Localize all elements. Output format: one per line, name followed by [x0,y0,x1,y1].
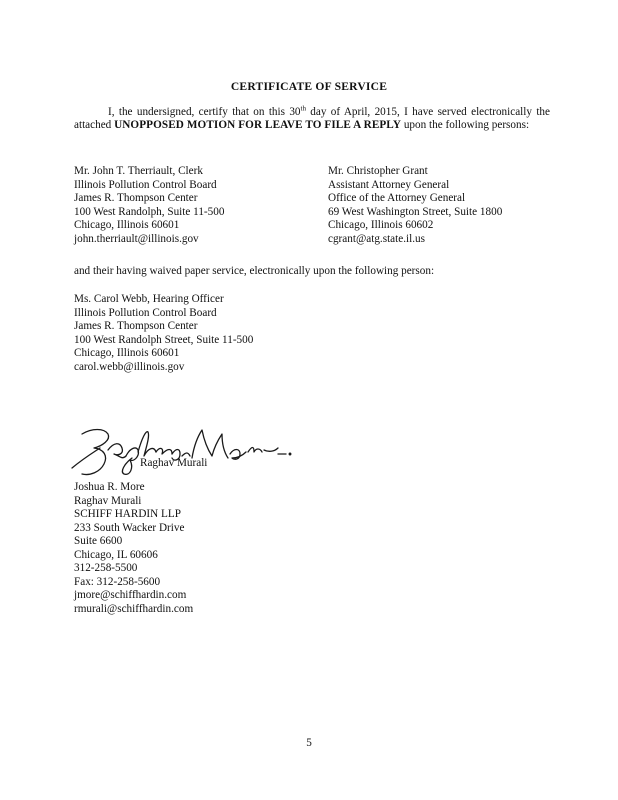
address-line: Illinois Pollution Control Board [74,306,217,319]
recipient-attorney-block [328,165,502,246]
page-number: 5 [306,737,312,749]
address-line: Chicago, Illinois 60601 [74,219,180,231]
intro-superscript: th [300,104,306,113]
address-line: Illinois Pollution Control Board [74,178,217,191]
address-line: 233 South Wacker Drive [74,521,185,534]
fax-line: Fax: 312-258-5600 [74,575,161,588]
address-line: Office of the Attorney General [328,192,466,204]
intro-text-3: upon the following persons: [401,119,530,132]
paper-service-statement: and their having waived paper service, electronically upon the following person: [74,265,435,277]
email-line: jmore@schiffhardin.com [74,589,187,601]
address-line: Chicago, IL 60606 [74,548,158,561]
address-line: Mr. John T. Therriault, Clerk [74,165,203,177]
hearing-officer-block [74,293,253,374]
motion-title: UNOPPOSED MOTION FOR LEAVE TO FILE A REPLY [114,119,402,132]
address-line: Ms. Carol Webb, Hearing Officer [74,293,224,305]
recipient-clerk-block [74,165,224,246]
address-line: Suite 6600 [74,535,123,547]
email-line: cgrant@atg.state.il.us [328,232,425,245]
address-line: Chicago, Illinois 60601 [74,347,180,359]
address-line: James R. Thompson Center [74,320,198,332]
intro-text-2: day of April, 2015, I have served electronically the attached [74,106,550,132]
address-line: Joshua R. More [74,481,145,493]
email-line: carol.webb@illinois.gov [74,360,185,373]
address-line: Chicago, Illinois 60602 [328,219,434,231]
document-title: CERTIFICATE OF SERVICE [230,80,388,93]
signer-contact-block [74,481,193,616]
email-line: john.therriault@illinois.gov [74,232,199,245]
address-line: 100 West Randolph, Suite 11-500 [74,205,225,218]
address-line: Assistant Attorney General [328,178,450,191]
address-line: SCHIFF HARDIN LLP [74,508,181,520]
address-line: 100 West Randolph Street, Suite 11-500 [74,333,254,346]
email-line: rmurali@schiffhardin.com [74,602,194,615]
intro-text-1: I, the undersigned, certify that on this 30 [108,106,301,118]
address-line: Mr. Christopher Grant [328,165,428,177]
address-line: Raghav Murali [74,494,142,507]
address-line: 69 West Washington Street, Suite 1800 [328,205,503,218]
address-line: James R. Thompson Center [74,192,198,204]
signature-printed-name: Raghav Murali [140,457,208,469]
certification-paragraph [74,106,550,133]
phone-line: 312-258-5500 [74,562,138,574]
handwritten-signature [64,418,294,478]
